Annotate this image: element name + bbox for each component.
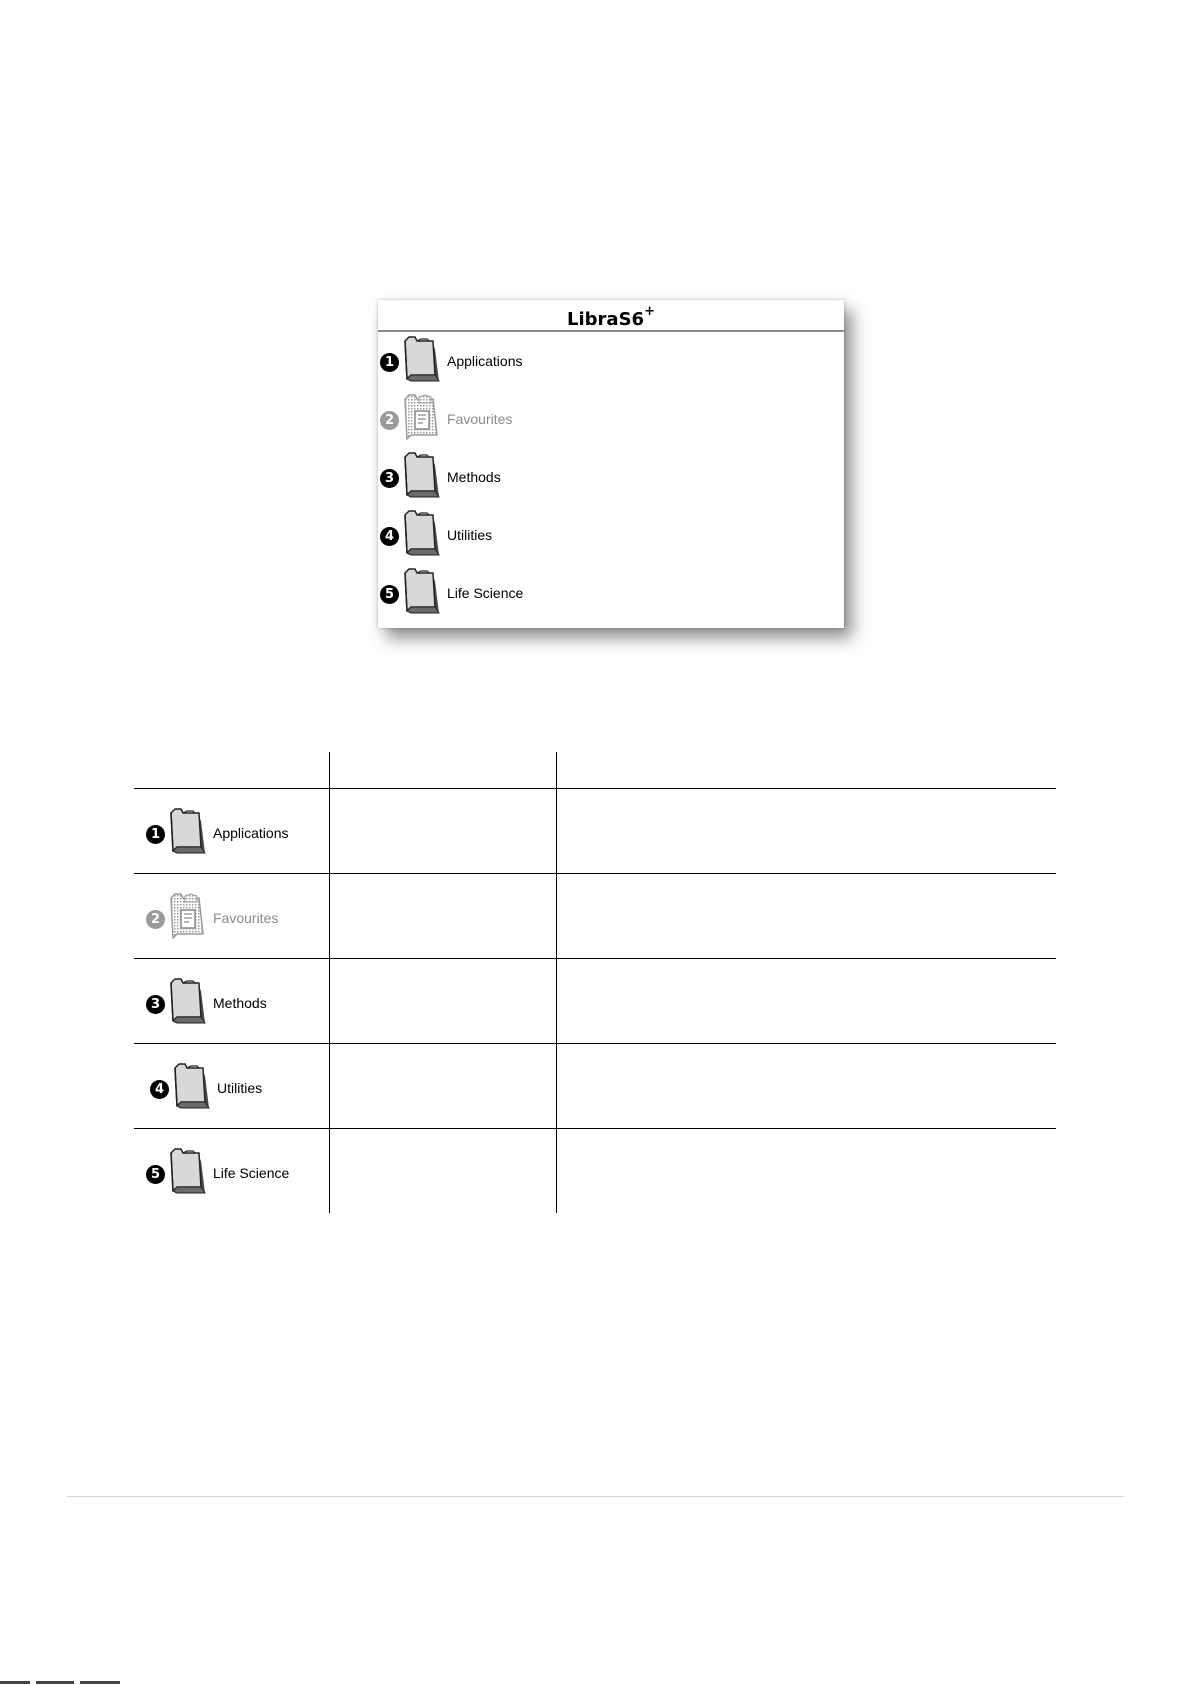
edge-mark <box>80 1681 120 1684</box>
folder-icon <box>399 335 445 383</box>
table-header <box>557 752 1056 789</box>
folder-icon <box>165 977 211 1025</box>
table-row <box>134 874 1056 959</box>
table-item-label: Favourites <box>213 910 279 926</box>
menu-item-label: Methods <box>447 469 501 485</box>
table-cell <box>557 874 1056 959</box>
menu-item-favourites <box>380 392 512 442</box>
number-badge: 3 <box>380 469 399 488</box>
table-cell <box>557 1129 1056 1214</box>
table-cell <box>557 1044 1056 1129</box>
table-item-methods <box>134 977 329 1025</box>
title-text: LibraS6 <box>567 309 645 330</box>
table-item-life-science <box>134 1147 329 1195</box>
folder-icon <box>169 1062 215 1110</box>
menu-item-label: Life Science <box>447 585 524 601</box>
edge-mark <box>0 1681 30 1684</box>
reference-table <box>134 752 1056 1213</box>
folder-icon <box>399 509 445 557</box>
table-row <box>134 1044 1056 1129</box>
table-cell <box>557 959 1056 1044</box>
number-badge: 4 <box>150 1080 169 1099</box>
folder-icon <box>165 1147 211 1195</box>
edge-mark <box>36 1681 74 1684</box>
table-item-favourites <box>134 892 329 940</box>
device-screen <box>378 300 844 628</box>
menu-item-label: Applications <box>447 353 523 369</box>
table-item-label: Methods <box>213 995 267 1011</box>
page-edge-marks <box>0 1681 140 1684</box>
number-badge: 2 <box>380 411 399 430</box>
table-row <box>134 1129 1056 1214</box>
table-cell <box>329 1129 556 1214</box>
folder-icon <box>399 567 445 615</box>
number-badge: 5 <box>146 1165 165 1184</box>
favourites-folder-icon <box>399 393 445 441</box>
table-cell <box>557 789 1056 874</box>
menu-item-label: Utilities <box>447 527 493 543</box>
table-cell <box>329 874 556 959</box>
folder-icon <box>399 451 445 499</box>
table-cell <box>329 789 556 874</box>
menu-item-utilities[interactable] <box>380 508 492 558</box>
number-badge: 1 <box>380 353 399 372</box>
menu-item-life-science[interactable] <box>380 566 523 616</box>
number-badge: 3 <box>146 995 165 1014</box>
footer-divider <box>67 1496 1124 1497</box>
table-row <box>134 789 1056 874</box>
number-badge: 1 <box>146 825 165 844</box>
folder-icon <box>165 807 211 855</box>
table-row <box>134 959 1056 1044</box>
table-cell <box>329 1044 556 1129</box>
menu-item-label: Favourites <box>447 411 513 427</box>
menu-item-applications[interactable] <box>380 334 523 384</box>
table-item-applications <box>134 807 329 855</box>
table-item-utilities <box>134 1062 329 1110</box>
number-badge: 4 <box>380 527 399 546</box>
table-item-label: Applications <box>213 825 289 841</box>
screen-title <box>378 300 844 332</box>
number-badge: 5 <box>380 585 399 604</box>
number-badge: 2 <box>146 910 165 929</box>
table-item-label: Life Science <box>213 1165 290 1181</box>
favourites-folder-icon <box>165 892 211 940</box>
table-header <box>134 752 329 789</box>
menu-item-methods[interactable] <box>380 450 501 500</box>
table-item-label: Utilities <box>217 1080 263 1096</box>
table-header <box>329 752 556 789</box>
title-superscript: + <box>644 304 655 319</box>
table-header-row <box>134 752 1056 789</box>
table-cell <box>329 959 556 1044</box>
